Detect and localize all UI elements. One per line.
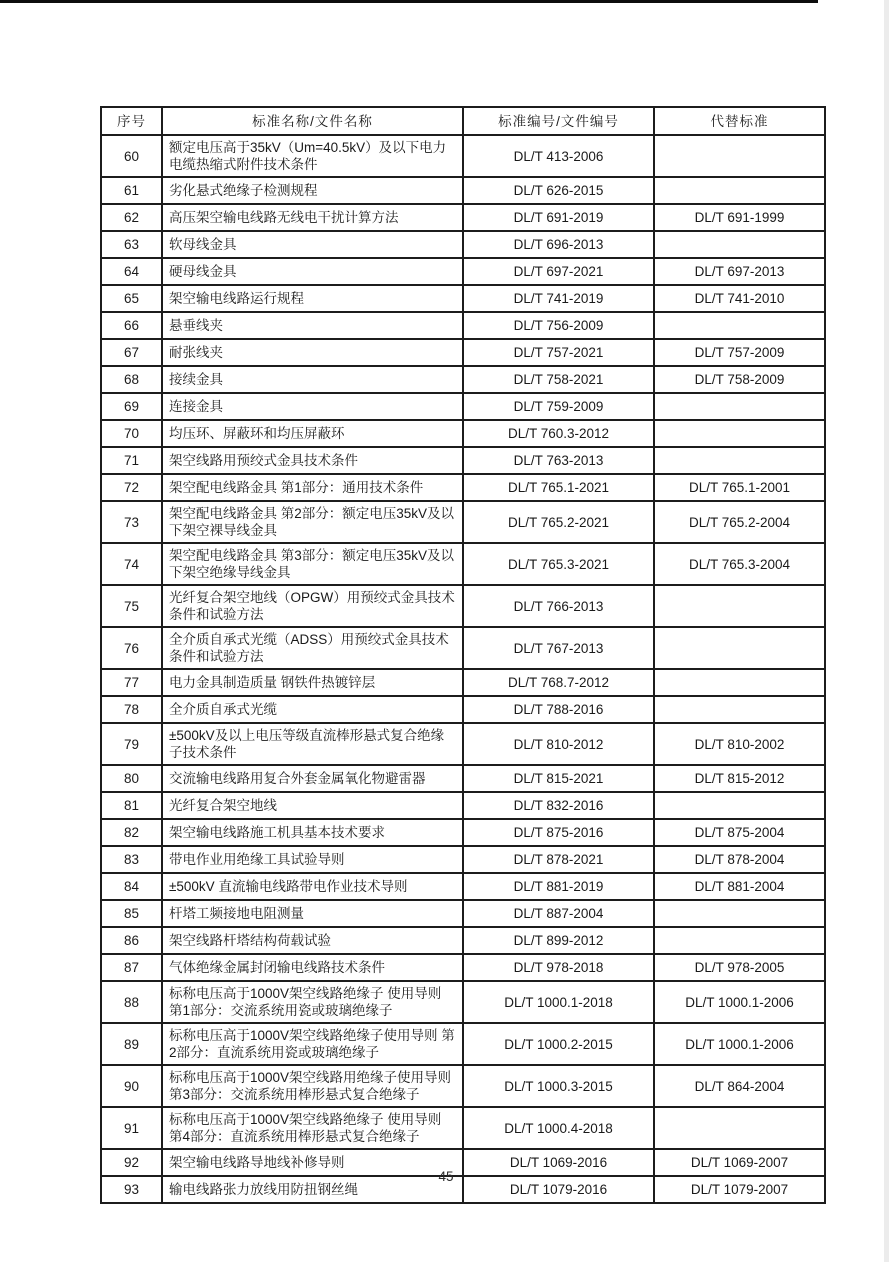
cell-name: 硬母线金具 — [162, 258, 463, 285]
cell-replaced — [654, 177, 825, 204]
cell-code: DL/T 765.3-2021 — [463, 543, 654, 585]
cell-replaced: DL/T 741-2010 — [654, 285, 825, 312]
cell-code: DL/T 691-2019 — [463, 204, 654, 231]
cell-code: DL/T 881-2019 — [463, 873, 654, 900]
cell-code: DL/T 763-2013 — [463, 447, 654, 474]
cell-replaced: DL/T 864-2004 — [654, 1065, 825, 1107]
cell-seq: 93 — [101, 1176, 162, 1203]
cell-replaced — [654, 420, 825, 447]
table-row — [101, 792, 825, 819]
cell-seq: 69 — [101, 393, 162, 420]
cell-seq: 86 — [101, 927, 162, 954]
cell-replaced: DL/T 978-2005 — [654, 954, 825, 981]
cell-seq: 68 — [101, 366, 162, 393]
cell-code: DL/T 768.7-2012 — [463, 669, 654, 696]
table-row — [101, 873, 825, 900]
cell-seq: 79 — [101, 723, 162, 765]
cell-code: DL/T 1000.1-2018 — [463, 981, 654, 1023]
cell-name: 全介质自承式光缆 — [162, 696, 463, 723]
cell-code: DL/T 887-2004 — [463, 900, 654, 927]
cell-seq: 65 — [101, 285, 162, 312]
table-row — [101, 177, 825, 204]
cell-seq: 70 — [101, 420, 162, 447]
table-row — [101, 696, 825, 723]
cell-name: 输电线路张力放线用防扭钢丝绳 — [162, 1176, 463, 1203]
cell-seq: 71 — [101, 447, 162, 474]
cell-code: DL/T 815-2021 — [463, 765, 654, 792]
cell-code: DL/T 413-2006 — [463, 135, 654, 177]
cell-name: 接续金具 — [162, 366, 463, 393]
cell-seq: 89 — [101, 1023, 162, 1065]
table-row — [101, 474, 825, 501]
cell-code: DL/T 697-2021 — [463, 258, 654, 285]
cell-code: DL/T 1079-2016 — [463, 1176, 654, 1203]
table-row — [101, 135, 825, 177]
cell-name: 高压架空输电线路无线电干扰计算方法 — [162, 204, 463, 231]
cell-code: DL/T 875-2016 — [463, 819, 654, 846]
cell-seq: 83 — [101, 846, 162, 873]
cell-code: DL/T 810-2012 — [463, 723, 654, 765]
cell-seq: 67 — [101, 339, 162, 366]
cell-seq: 61 — [101, 177, 162, 204]
header-standard-code: 标准编号/文件编号 — [463, 107, 654, 135]
table-row — [101, 258, 825, 285]
cell-replaced: DL/T 765.3-2004 — [654, 543, 825, 585]
cell-replaced: DL/T 1000.1-2006 — [654, 981, 825, 1023]
table-row — [101, 420, 825, 447]
cell-replaced: DL/T 875-2004 — [654, 819, 825, 846]
table-row — [101, 1023, 825, 1065]
table-row — [101, 765, 825, 792]
cell-name: 额定电压高于35kV（Um=40.5kV）及以下电力电缆热缩式附件技术条件 — [162, 135, 463, 177]
cell-name: 带电作业用绝缘工具试验导则 — [162, 846, 463, 873]
table-row — [101, 285, 825, 312]
cell-code: DL/T 832-2016 — [463, 792, 654, 819]
cell-replaced — [654, 627, 825, 669]
cell-seq: 84 — [101, 873, 162, 900]
table-row — [101, 954, 825, 981]
cell-code: DL/T 1000.4-2018 — [463, 1107, 654, 1149]
cell-name: 电力金具制造质量 钢铁件热镀锌层 — [162, 669, 463, 696]
cell-code: DL/T 1000.2-2015 — [463, 1023, 654, 1065]
cell-name: ±500kV及以上电压等级直流棒形悬式复合绝缘子技术条件 — [162, 723, 463, 765]
table-row — [101, 204, 825, 231]
table-row — [101, 900, 825, 927]
cell-code: DL/T 765.1-2021 — [463, 474, 654, 501]
cell-code: DL/T 758-2021 — [463, 366, 654, 393]
cell-replaced — [654, 696, 825, 723]
table-row — [101, 669, 825, 696]
cell-name: 架空输电线路导地线补修导则 — [162, 1149, 463, 1176]
cell-seq: 62 — [101, 204, 162, 231]
table-row — [101, 723, 825, 765]
cell-name: 劣化悬式绝缘子检测规程 — [162, 177, 463, 204]
cell-name: 标称电压高于1000V架空线路用绝缘子使用导则 第3部分：交流系统用棒形悬式复合绝缘子 — [162, 1065, 463, 1107]
cell-code: DL/T 741-2019 — [463, 285, 654, 312]
table-row — [101, 627, 825, 669]
cell-replaced — [654, 447, 825, 474]
cell-code: DL/T 765.2-2021 — [463, 501, 654, 543]
cell-replaced: DL/T 697-2013 — [654, 258, 825, 285]
cell-name: 气体绝缘金属封闭输电线路技术条件 — [162, 954, 463, 981]
standards-table — [100, 106, 826, 1204]
table-row — [101, 543, 825, 585]
cell-name: 标称电压高于1000V架空线路绝缘子使用导则 第2部分：直流系统用瓷或玻璃绝缘子 — [162, 1023, 463, 1065]
table-row — [101, 447, 825, 474]
cell-name: 架空线路杆塔结构荷载试验 — [162, 927, 463, 954]
cell-seq: 92 — [101, 1149, 162, 1176]
cell-replaced: DL/T 1079-2007 — [654, 1176, 825, 1203]
cell-name: 交流输电线路用复合外套金属氧化物避雷器 — [162, 765, 463, 792]
cell-name: 杆塔工频接地电阻测量 — [162, 900, 463, 927]
cell-replaced: DL/T 810-2002 — [654, 723, 825, 765]
cell-seq: 90 — [101, 1065, 162, 1107]
table-row — [101, 819, 825, 846]
cell-code: DL/T 899-2012 — [463, 927, 654, 954]
cell-replaced — [654, 927, 825, 954]
table-row — [101, 585, 825, 627]
cell-seq: 76 — [101, 627, 162, 669]
cell-name: 耐张线夹 — [162, 339, 463, 366]
cell-replaced — [654, 135, 825, 177]
cell-code: DL/T 767-2013 — [463, 627, 654, 669]
cell-code: DL/T 766-2013 — [463, 585, 654, 627]
cell-replaced — [654, 312, 825, 339]
cell-seq: 91 — [101, 1107, 162, 1149]
cell-replaced: DL/T 765.1-2001 — [654, 474, 825, 501]
cell-replaced — [654, 900, 825, 927]
cell-code: DL/T 1000.3-2015 — [463, 1065, 654, 1107]
cell-code: DL/T 788-2016 — [463, 696, 654, 723]
cell-name: 均压环、屏蔽环和均压屏蔽环 — [162, 420, 463, 447]
cell-seq: 63 — [101, 231, 162, 258]
table-row — [101, 981, 825, 1023]
cell-seq: 88 — [101, 981, 162, 1023]
table-header-row — [101, 107, 825, 135]
cell-name: 架空配电线路金具 第1部分：通用技术条件 — [162, 474, 463, 501]
cell-replaced — [654, 1107, 825, 1149]
cell-replaced — [654, 231, 825, 258]
cell-code: DL/T 878-2021 — [463, 846, 654, 873]
cell-name: 标称电压高于1000V架空线路绝缘子 使用导则 第4部分：直流系统用棒形悬式复合绝缘子 — [162, 1107, 463, 1149]
cell-name: 光纤复合架空地线（OPGW）用预绞式金具技术条件和试验方法 — [162, 585, 463, 627]
header-seq: 序号 — [101, 107, 162, 135]
table-row — [101, 339, 825, 366]
table-row — [101, 393, 825, 420]
cell-name: 全介质自承式光缆（ADSS）用预绞式金具技术条件和试验方法 — [162, 627, 463, 669]
cell-name: 悬垂线夹 — [162, 312, 463, 339]
cell-replaced — [654, 792, 825, 819]
cell-code: DL/T 760.3-2012 — [463, 420, 654, 447]
cell-name: 连接金具 — [162, 393, 463, 420]
cell-name: 架空配电线路金具 第2部分：额定电压35kV及以下架空裸导线金具 — [162, 501, 463, 543]
scan-artifact-right-strip — [884, 0, 889, 1262]
cell-name: ±500kV 直流输电线路带电作业技术导则 — [162, 873, 463, 900]
cell-seq: 75 — [101, 585, 162, 627]
cell-replaced — [654, 669, 825, 696]
cell-code: DL/T 626-2015 — [463, 177, 654, 204]
cell-name: 架空配电线路金具 第3部分：额定电压35kV及以下架空绝缘导线金具 — [162, 543, 463, 585]
cell-seq: 82 — [101, 819, 162, 846]
cell-seq: 87 — [101, 954, 162, 981]
table-row — [101, 846, 825, 873]
cell-replaced: DL/T 878-2004 — [654, 846, 825, 873]
header-replaced-standard: 代替标准 — [654, 107, 825, 135]
cell-seq: 80 — [101, 765, 162, 792]
cell-seq: 81 — [101, 792, 162, 819]
cell-name: 光纤复合架空地线 — [162, 792, 463, 819]
cell-replaced: DL/T 1069-2007 — [654, 1149, 825, 1176]
table-row — [101, 231, 825, 258]
cell-seq: 77 — [101, 669, 162, 696]
cell-replaced: DL/T 691-1999 — [654, 204, 825, 231]
cell-replaced: DL/T 765.2-2004 — [654, 501, 825, 543]
cell-name: 架空输电线路施工机具基本技术要求 — [162, 819, 463, 846]
cell-replaced: DL/T 757-2009 — [654, 339, 825, 366]
cell-name: 软母线金具 — [162, 231, 463, 258]
cell-code: DL/T 756-2009 — [463, 312, 654, 339]
page-number: 45 — [438, 1169, 454, 1184]
cell-seq: 74 — [101, 543, 162, 585]
cell-seq: 72 — [101, 474, 162, 501]
cell-code: DL/T 759-2009 — [463, 393, 654, 420]
cell-replaced — [654, 393, 825, 420]
cell-code: DL/T 978-2018 — [463, 954, 654, 981]
table-row — [101, 927, 825, 954]
table-body — [101, 135, 825, 1203]
table-row — [101, 312, 825, 339]
cell-name: 标称电压高于1000V架空线路绝缘子 使用导则 第1部分：交流系统用瓷或玻璃绝缘子 — [162, 981, 463, 1023]
scan-artifact-top-bar — [0, 0, 818, 3]
cell-name: 架空线路用预绞式金具技术条件 — [162, 447, 463, 474]
cell-replaced: DL/T 1000.1-2006 — [654, 1023, 825, 1065]
cell-seq: 66 — [101, 312, 162, 339]
cell-replaced: DL/T 815-2012 — [654, 765, 825, 792]
cell-code: DL/T 757-2021 — [463, 339, 654, 366]
cell-replaced: DL/T 758-2009 — [654, 366, 825, 393]
table-row — [101, 1065, 825, 1107]
cell-seq: 64 — [101, 258, 162, 285]
cell-replaced — [654, 585, 825, 627]
cell-name: 架空输电线路运行规程 — [162, 285, 463, 312]
cell-code: DL/T 696-2013 — [463, 231, 654, 258]
cell-seq: 78 — [101, 696, 162, 723]
table-row — [101, 501, 825, 543]
cell-replaced: DL/T 881-2004 — [654, 873, 825, 900]
cell-seq: 73 — [101, 501, 162, 543]
cell-seq: 85 — [101, 900, 162, 927]
cell-code: DL/T 1069-2016 — [463, 1149, 654, 1176]
table-row — [101, 366, 825, 393]
header-standard-name: 标准名称/文件名称 — [162, 107, 463, 135]
cell-seq: 60 — [101, 135, 162, 177]
table-row — [101, 1107, 825, 1149]
